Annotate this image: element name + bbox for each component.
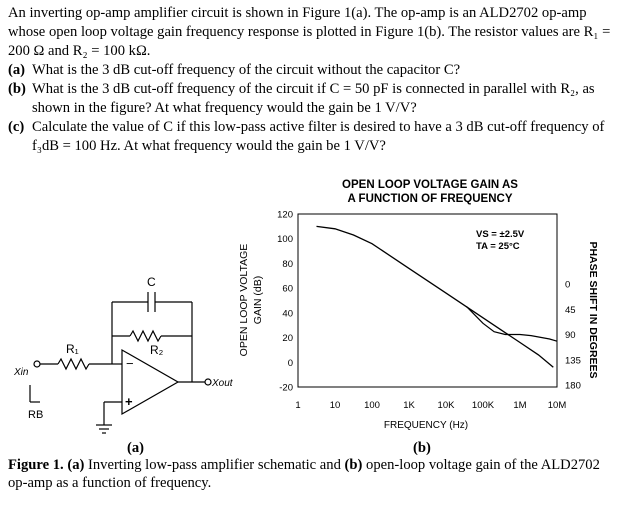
- question-a-label: (a): [8, 62, 26, 78]
- x-tick-label: 1M: [513, 400, 527, 411]
- y-axis-label-line1: OPEN LOOP VOLTAGE: [238, 243, 250, 357]
- x-tick-label: 10: [329, 400, 341, 411]
- y-tick-label: 20: [282, 333, 293, 345]
- chart-title-line1: OPEN LOOP VOLTAGE GAIN AS: [342, 179, 518, 191]
- gain-chart: [238, 179, 599, 431]
- label-vin: Xin: [14, 367, 29, 378]
- caption-text-a: Inverting low-pass amplifier schematic and: [84, 457, 345, 473]
- y2-ticks: [565, 280, 581, 392]
- label-vout: Xout: [212, 378, 233, 389]
- x-ticks: [295, 400, 566, 411]
- caption-part-a: (a): [67, 457, 85, 473]
- series-layer: [317, 226, 558, 367]
- caption-part-b: (b): [344, 457, 363, 473]
- question-c-text: Calculate the value of C if this low-pass active filter is desired to have a 3 dB cut-off frequency of f₃dB = 100 Hz. At what frequency would the gain be 1 V/V?: [32, 119, 605, 154]
- y-tick-label: 80: [282, 258, 293, 270]
- subfig-b-label: (b): [413, 440, 431, 456]
- label-plus: +: [125, 394, 133, 409]
- y2-tick-label: 135: [565, 355, 581, 367]
- y-axis-label-line2: GAIN (dB): [252, 275, 264, 325]
- x-tick-label: 10K: [437, 400, 455, 411]
- y2-tick-label: 45: [565, 304, 576, 316]
- question-b-text: What is the 3 dB cut-off frequency of the circuit if C = 50 pF is connected in parallel with R₂, as shown in the figure? At what frequency would the gain be 1 V/V?: [32, 81, 595, 116]
- y-tick-label: 0: [287, 357, 293, 369]
- y2-axis-label: PHASE SHIFT IN DEGREES: [587, 241, 599, 379]
- y-tick-label: 60: [282, 283, 293, 295]
- y-ticks: [277, 210, 293, 394]
- label-r1: R₁: [66, 342, 79, 356]
- y-tick-label: 120: [277, 209, 293, 221]
- phase-curve: [466, 306, 557, 341]
- x-tick-label: 100: [364, 400, 380, 411]
- y2-tick-label: 90: [565, 330, 576, 341]
- y-tick-label: -20: [279, 382, 293, 394]
- question-c-label: (c): [8, 119, 25, 135]
- caption-text-b: open-loop voltage gain of the ALD2702 op-amp as a function of frequency.: [8, 457, 600, 491]
- y-tick-label: 40: [282, 308, 293, 320]
- question-a-text: What is the 3 dB cut-off frequency of the circuit without the capacitor C?: [32, 62, 461, 78]
- label-minus: −: [126, 356, 134, 371]
- y2-tick-label: 180: [565, 380, 581, 392]
- label-r2: R₂: [150, 343, 164, 357]
- output-terminal: [205, 379, 211, 385]
- conditions-vs: VS = ±2.5V: [476, 229, 525, 240]
- problem-intro: An inverting op-amp amplifier circuit is shown in Figure 1(a). The op-amp is an ALD2702 op-amp whose open loop voltage gain frequency response is plotted in Figure 1(b). The resistor values are R₁ = 200 Ω and R₂ = 100 kΩ.: [8, 5, 611, 59]
- x-tick-label: 1K: [403, 400, 415, 411]
- resistor-r1: [58, 359, 89, 369]
- conditions-ta: TA = 25°C: [476, 241, 520, 252]
- caption-fig-label: Figure 1.: [8, 457, 64, 473]
- x-tick-label: 100K: [471, 400, 495, 411]
- question-b-label: (b): [8, 81, 26, 97]
- input-terminal: [34, 361, 40, 367]
- schematic: [30, 292, 211, 433]
- figure-caption: [8, 456, 622, 492]
- x-axis-label: FREQUENCY (Hz): [383, 420, 469, 431]
- y2-tick-label: 0: [565, 279, 571, 291]
- label-c: C: [147, 275, 156, 289]
- x-tick-label: 1: [295, 400, 301, 411]
- resistor-r2: [130, 331, 161, 341]
- subfig-a-label: (a): [127, 440, 145, 456]
- y-tick-label: 100: [277, 234, 293, 246]
- chart-title-line2: A FUNCTION OF FREQUENCY: [347, 193, 513, 205]
- label-rb: RB: [28, 409, 44, 421]
- x-tick-label: 10M: [547, 400, 567, 411]
